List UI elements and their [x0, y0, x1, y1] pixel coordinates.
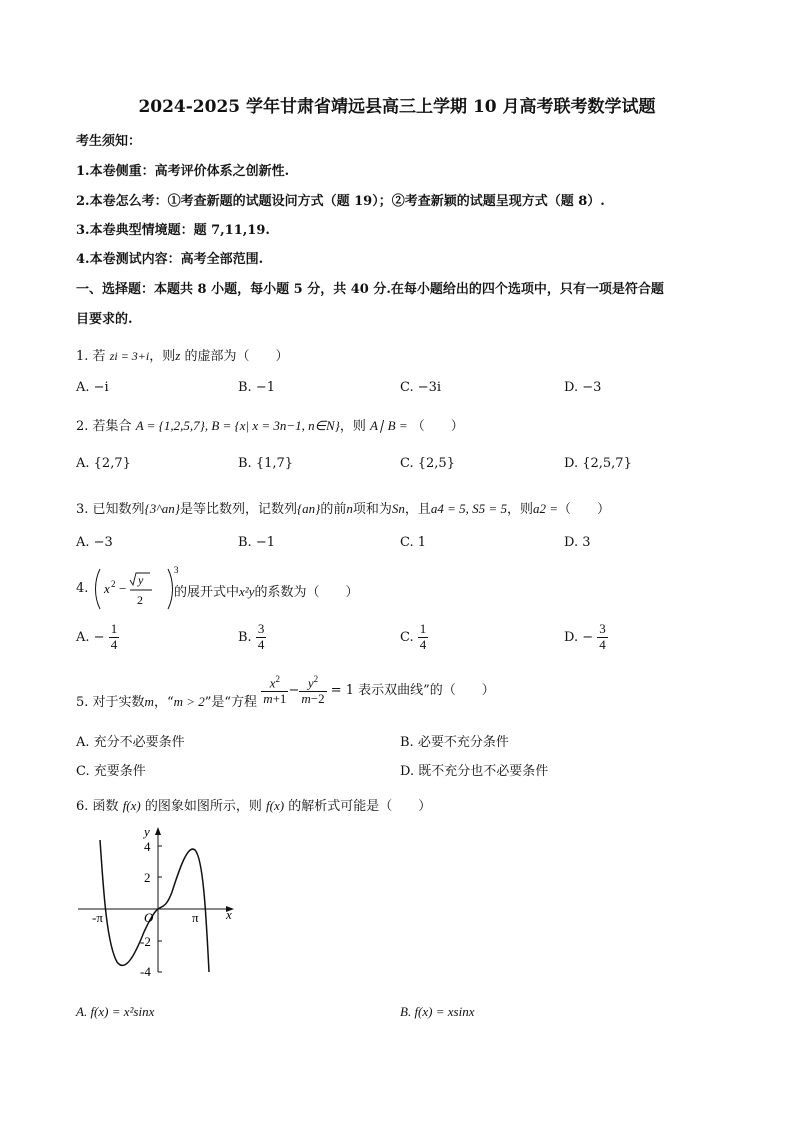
function-graph	[70, 822, 245, 982]
question-6: 6. 函数 f(x) 的图象如图所示，则 f(x) 的解析式可能是（ ）	[76, 798, 432, 814]
question-1: 1. 若 zi = 3+i，则z 的虚部为（ ）	[76, 348, 289, 364]
option-a: A. f(x) = x²sinx	[76, 1004, 155, 1019]
tick-label: -2	[140, 934, 151, 949]
page-title: 2024-2025 学年甘肃省靖远县高三上学期 10 月高考联考数学试题	[138, 97, 656, 117]
question-3: 3. 已知数列{3^an}是等比数列，记数列{an}的前n项和为Sn，且a4 = 5, S5 = 5，则a2 =（ ）	[76, 501, 611, 517]
question-2: 2. 若集合 A = {1,2,5,7}, B = {x| x = 3n−1, n∈N}，则 A∣ B = （ ）	[76, 418, 464, 434]
option-d: D. 3	[564, 535, 591, 550]
origin-label: O	[144, 910, 154, 925]
option-a: A. − $\frac{1}{4}$	[76, 621, 118, 652]
option-d: D. 既不充分也不必要条件	[400, 764, 549, 779]
option-d: D. − $\frac{3}{4}$	[564, 621, 606, 652]
option-a: A. −3	[76, 535, 113, 550]
option-a: A. −i	[76, 380, 109, 395]
svg-text:2: 2	[111, 579, 116, 589]
question-4: 4. x 2 − y 2 3 的展开式中x²y的系数为（ ）	[76, 563, 88, 615]
option-c: C. −3i	[400, 380, 442, 395]
function-curve	[100, 840, 209, 972]
svg-text:−: −	[119, 581, 127, 596]
svg-text:2: 2	[137, 593, 143, 607]
option-a: A. 充分不必要条件	[76, 735, 185, 750]
svg-text:x: x	[104, 581, 110, 596]
notice-item: 1.本卷侧重：高考评价体系之创新性.	[76, 164, 290, 179]
svg-text:3: 3	[174, 565, 179, 575]
tick-label: 2	[144, 870, 151, 885]
binomial-expression	[92, 563, 184, 615]
tick-label: -4	[140, 964, 151, 979]
option-d: D. {2,5,7}	[564, 456, 632, 471]
svg-text:y: y	[138, 573, 144, 587]
option-c: C. {2,5}	[400, 456, 455, 471]
option-b: B. f(x) = xsinx	[400, 1004, 475, 1019]
section-instruction: 目要求的.	[76, 312, 133, 327]
option-c: C. $\frac{1}{4}$	[400, 621, 427, 652]
y-axis-label: y	[144, 824, 150, 839]
tick-label: -π	[92, 910, 103, 925]
notice-item: 2.本卷怎么考：①考查新题的试题设问方式（题 19）；②考查新颖的试题呈现方式（题 8）.	[76, 194, 605, 209]
option-b: B. $\frac{3}{4}$	[238, 621, 265, 652]
y-axis-arrow-icon	[155, 827, 161, 835]
notice-item: 4.本卷测试内容：高考全部范围.	[76, 252, 264, 267]
tick-label: π	[192, 910, 199, 925]
option-c: C. 充要条件	[76, 764, 146, 779]
fraction-y2: $\frac{y^2}{m-2}$	[301, 674, 325, 707]
option-b: B. −1	[238, 535, 275, 550]
notice-item: 3.本卷典型情境题：题 7,11,19.	[76, 223, 270, 238]
notice-heading: 考生须知：	[76, 134, 142, 149]
option-b: B. {1,7}	[238, 456, 294, 471]
question-5: 5. 对于实数m，“m > 2”是“方程 $\frac{x^2}{m+1}$ − $\frac{y^2}{m-2}$ = 1 表示双曲线”的（ ）	[76, 674, 495, 711]
option-a: A. {2,7}	[76, 456, 131, 471]
option-b: B. 必要不充分条件	[400, 735, 509, 750]
option-d: D. −3	[564, 380, 602, 395]
section-instruction: 一、选择题：本题共 8 小题，每小题 5 分，共 40 分.在每小题给出的四个选项中，只有一项是符合题	[76, 282, 664, 297]
fraction-x2: $\frac{x^2}{m+1}$	[263, 674, 287, 707]
tick-label: 4	[144, 839, 151, 854]
x-axis-label: x	[226, 907, 232, 922]
option-c: C. 1	[400, 535, 427, 550]
option-b: B. −1	[238, 380, 275, 395]
